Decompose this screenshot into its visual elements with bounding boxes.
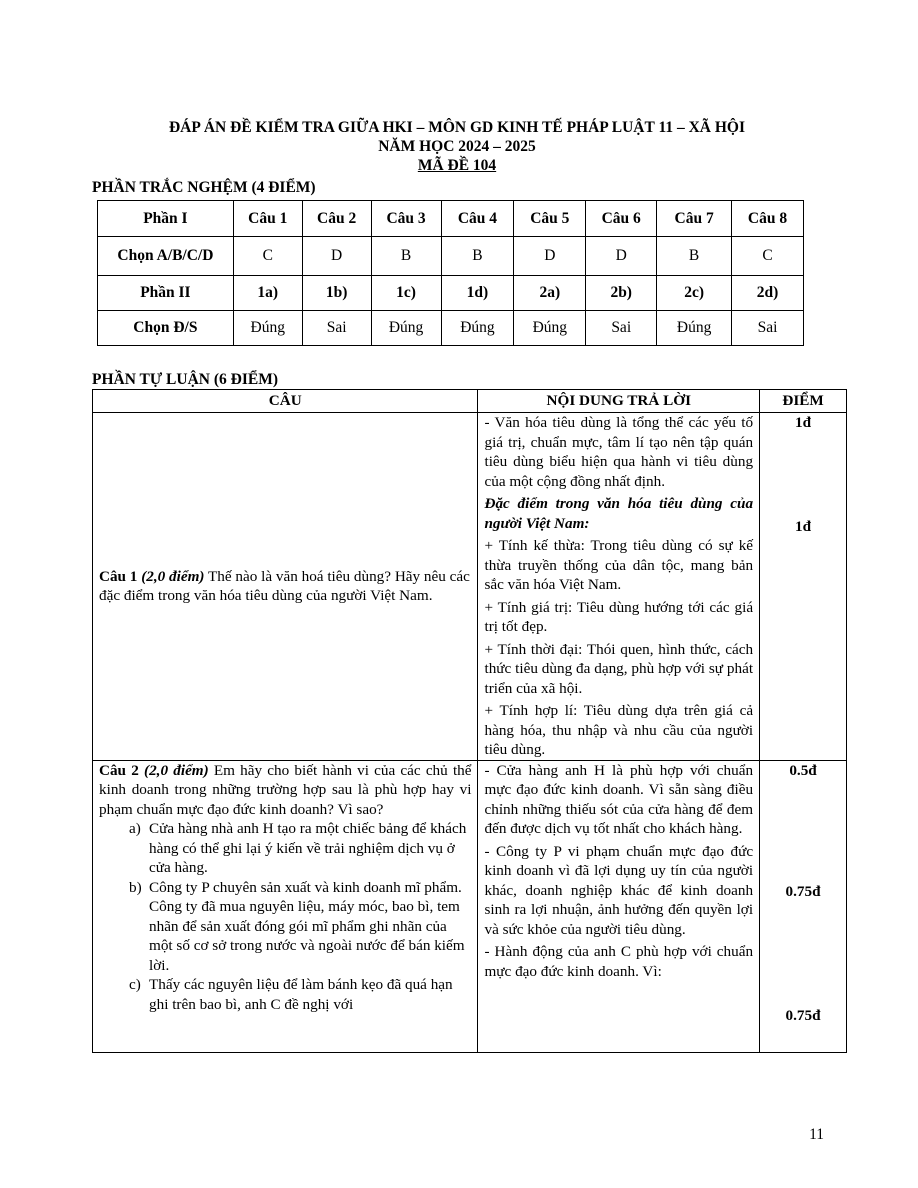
essay-section-title: PHẦN TỰ LUẬN (6 ĐIỂM) xyxy=(92,371,278,388)
part2-answer: Đúng xyxy=(441,311,514,346)
answer-item: - Công ty P vi phạm chuẩn mực đạo đức kinh doanh vì đã lợi dụng uy tín của người khác, doanh nghiệp khác để kinh doanh sinh ra lợi nhuận, ảnh hưởng đến quyền lợi và sức khỏe của người tiêu dùng. xyxy=(484,842,754,938)
part2-header: 1d) xyxy=(441,276,514,311)
answer-definition: - Văn hóa tiêu dùng là tổng thể các yếu tố giá trị, chuẩn mực, tâm lí tạo nên tập quán tiêu dùng biểu hiện qua hành vi tiêu dùng của một cộng đồng nhất định. xyxy=(484,414,754,490)
mc-section-title: PHẦN TRẮC NGHỆM (4 ĐIỂM) xyxy=(92,179,316,196)
part1-answer: B xyxy=(657,237,732,276)
question-points-note: (2,0 điểm) xyxy=(144,761,209,779)
case-text: Cửa hàng nhà anh H tạo ra một chiếc bảng để khách hàng có thể ghi lại ý kiến về trải nghiệm dịch vụ ở cửa hàng. xyxy=(149,820,467,876)
part2-answer: Đúng xyxy=(371,311,441,346)
part1-header: Câu 1 xyxy=(233,201,302,237)
part1-answer: D xyxy=(586,237,657,276)
part1-header: Câu 2 xyxy=(302,201,371,237)
case-label: b) xyxy=(129,878,142,896)
answer-item: + Tính thời đại: Thói quen, hình thức, cách thức tiêu dùng đa dạng, phù hợp với sự phát triển của xã hội. xyxy=(484,640,754,697)
case-label: a) xyxy=(129,820,141,837)
question-text: Em hãy cho biết hành vi của các chủ thể kinh doanh trong những trường hợp sau là phù hợp hay vi phạm chuẩn mực đạo đức kinh doanh? Vì sao? xyxy=(99,761,472,818)
points-value: 0.75đ xyxy=(785,1006,821,1024)
part1-header: Câu 8 xyxy=(732,201,804,237)
points-value: 0.5đ xyxy=(789,761,817,779)
answer-2 xyxy=(478,760,760,1052)
points-value: 0.75đ xyxy=(785,883,821,900)
points-value: 1đ xyxy=(795,414,812,431)
part2-answer: Sai xyxy=(732,311,804,346)
case-text: Công ty P chuyên sản xuất và kinh doanh mĩ phẩm. Công ty đã mua nguyên liệu, máy móc, bao bì, tem nhãn để sản xuất đóng gói mĩ phẩm ghi nhãn của một số cơ sở trong nước và ngoài nước để bán kiếm lời. xyxy=(149,878,465,974)
part2-header: 1c) xyxy=(371,276,441,311)
multiple-choice-table xyxy=(97,200,804,346)
part1-header: Câu 5 xyxy=(514,201,586,237)
question-points-note: (2,0 điểm) xyxy=(141,567,205,585)
points-2 xyxy=(760,760,847,1052)
school-year: NĂM HỌC 2024 – 2025 xyxy=(378,138,536,155)
question-2 xyxy=(93,760,478,1052)
part2-header: 1b) xyxy=(302,276,371,311)
part1-header: Câu 6 xyxy=(586,201,657,237)
answer-item: + Tính giá trị: Tiêu dùng hướng tới các giá trị tốt đẹp. xyxy=(484,598,754,635)
part1-answer: B xyxy=(371,237,441,276)
part1-answer: C xyxy=(732,237,804,276)
question-label: Câu 2 xyxy=(99,761,139,779)
question-1 xyxy=(93,413,478,761)
points-value: 1đ xyxy=(795,517,812,535)
answer-item: - Hành động của anh C phù hợp với chuẩn mực đạo đức kinh doanh. Vì: xyxy=(484,943,754,980)
part2-header: 2a) xyxy=(514,276,586,311)
case-item xyxy=(99,878,471,976)
page-number: 11 xyxy=(809,1126,824,1143)
part2-answer: Sai xyxy=(302,311,371,346)
col-points-header: ĐIỂM xyxy=(760,390,847,413)
document-title: ĐÁP ÁN ĐỀ KIỂM TRA GIỮA HKI – MÔN GD KINH TẾ PHÁP LUẬT 11 – XÃ HỘI xyxy=(168,119,745,136)
part2-header: 2d) xyxy=(732,276,804,311)
answer-1 xyxy=(478,413,760,761)
answer-heading: Đặc điểm trong văn hóa tiêu dùng của người Việt Nam: xyxy=(484,495,754,532)
part2-answer: Đúng xyxy=(514,311,586,346)
part1-answer: D xyxy=(514,237,586,276)
part1-answer: D xyxy=(302,237,371,276)
question-label: Câu 1 xyxy=(99,567,138,585)
answer-item: + Tính hợp lí: Tiêu dùng dựa trên giá cả hàng hóa, thu nhập và nhu cầu của người tiêu dùng. xyxy=(484,702,754,758)
col-answer-header: NỘI DUNG TRẢ LỜI xyxy=(478,390,760,413)
part2-header: 2c) xyxy=(657,276,732,311)
answer-item: - Cửa hàng anh H là phù hợp với chuẩn mực đạo đức kinh doanh. Vì sẵn sàng điều chỉnh những thiếu sót của cửa hàng để đem đến được dịch vụ tốt nhất cho khách hàng. xyxy=(484,761,754,837)
question-text: Thế nào là văn hoá tiêu dùng? Hãy nêu các đặc điểm trong văn hóa tiêu dùng của người Việt Nam. xyxy=(99,567,470,605)
case-label: c) xyxy=(129,976,141,993)
part1-header: Câu 7 xyxy=(657,201,732,237)
part2-answer: Đúng xyxy=(233,311,302,346)
essay-table xyxy=(92,389,847,1053)
choose-ds-label: Chọn Đ/S xyxy=(98,311,234,346)
case-item xyxy=(99,819,471,878)
part2-answer: Sai xyxy=(586,311,657,346)
part1-header: Câu 3 xyxy=(371,201,441,237)
col-question-header: CÂU xyxy=(93,390,478,413)
choose-abcd-label: Chọn A/B/C/D xyxy=(98,237,234,276)
part1-answer: C xyxy=(233,237,302,276)
case-item xyxy=(99,975,471,1014)
answer-item: + Tính kế thừa: Trong tiêu dùng có sự kế thừa truyền thống của dân tộc, mang bản sắc văn hóa Việt Nam. xyxy=(484,537,754,593)
part1-answer: B xyxy=(441,237,514,276)
points-1 xyxy=(760,413,847,761)
part2-header: 1a) xyxy=(233,276,302,311)
exam-code: MÃ ĐỀ 104 xyxy=(417,157,497,174)
part2-label: Phần II xyxy=(98,276,234,311)
part2-header: 2b) xyxy=(586,276,657,311)
part1-label: Phần I xyxy=(98,201,234,237)
part2-answer: Đúng xyxy=(657,311,732,346)
case-text: Thấy các nguyên liệu để làm bánh kẹo đã quá hạn ghi trên bao bì, anh C đề nghị với xyxy=(149,976,453,1013)
part1-header: Câu 4 xyxy=(441,201,514,237)
